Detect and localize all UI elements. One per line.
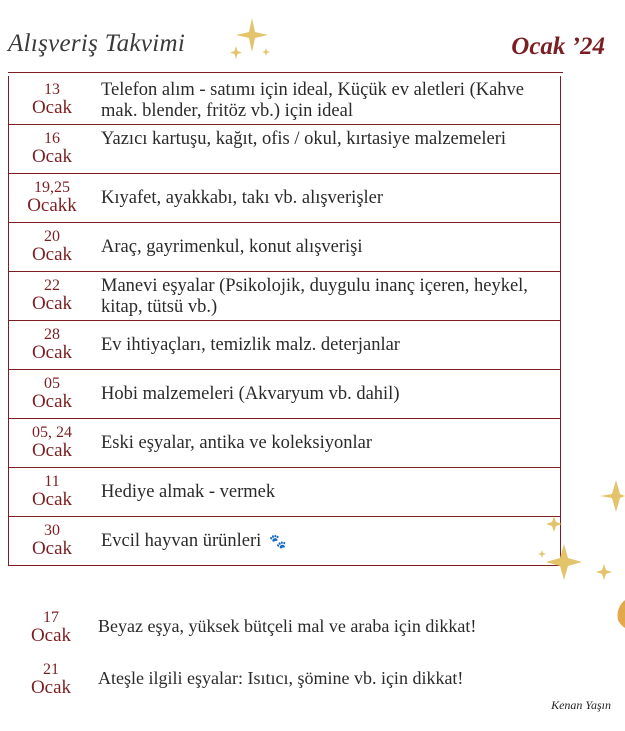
table-row [8,272,561,321]
date-cell [9,76,95,124]
date-cell [9,321,95,369]
header-divider [8,72,563,73]
row-description: Hediye almak - vermek [101,482,276,502]
row-description: Ev ihtiyaçları, temizlik malz. deterjanlar [101,335,400,355]
page-title: Alışveriş Takvimi [8,30,186,57]
date-month: Ocak [31,244,73,265]
date-day: 05 [44,375,60,392]
decorative-stars-icon [538,480,625,630]
date-day: 11 [44,473,60,490]
warning-row [8,604,568,656]
table-row [8,223,561,272]
date-cell [9,174,95,222]
date-month: Ocak [30,625,72,646]
signature: Kenan Yaşın [551,698,611,712]
table-row [8,174,561,223]
month-label: Ocak ’24 [511,33,605,60]
date-cell [8,656,94,708]
date-cell [9,419,95,467]
row-description: Kıyafet, ayakkabı, takı vb. alışverişler [101,188,384,208]
date-day: 22 [44,277,60,294]
date-month: Ocak [31,97,73,118]
date-month: Ocak [31,489,73,510]
row-description-text: Evcil hayvan ürünleri [101,531,262,551]
date-cell [9,517,95,565]
date-cell [9,223,95,271]
warning-row [8,656,568,708]
date-cell [9,125,95,173]
date-cell [9,468,95,516]
row-description: Araç, gayrimenkul, konut alışverişi [101,237,363,257]
date-month: Ocak [30,677,72,698]
calendar-table [8,76,561,566]
paw-print-icon: 🐾 [269,535,287,550]
date-cell [8,604,94,656]
date-day: 16 [44,130,60,147]
date-day: 20 [44,228,60,245]
table-row [8,321,561,370]
date-month: Ocak [31,146,73,167]
row-description: Yazıcı kartuşu, kağıt, ofis / okul, kırtasiye malzemeleri [101,129,507,149]
table-row [8,468,561,517]
table-row [8,76,561,125]
date-month: Ocakk [27,195,77,216]
date-month: Ocak [31,391,73,412]
date-month: Ocak [31,293,73,314]
date-month: Ocak [31,440,73,461]
row-description: Manevi eşyalar (Psikolojik, duygulu inanç içeren, heykel, kitap, tütsü vb.) [101,276,528,317]
row-description: Telefon alım - satımı için ideal, Küçük ev aletleri (Kahve mak. blender, fritöz vb.) için ideal [101,80,525,121]
date-day: 17 [43,609,59,626]
date-day: 05, 24 [32,424,72,441]
sparkle-stars-icon [228,16,274,60]
date-day: 28 [44,326,60,343]
date-day: 13 [44,81,60,98]
row-description: Hobi malzemeleri (Akvaryum vb. dahil) [101,384,400,404]
row-description [101,531,554,553]
date-cell [9,272,95,320]
warning-description: Ateşle ilgili eşyalar: Isıtıcı, şömine vb. için dikkat! [98,668,464,688]
date-month: Ocak [31,342,73,363]
warning-description: Beyaz eşya, yüksek bütçeli mal ve araba için dikkat! [98,616,477,636]
date-day: 19,25 [34,179,70,196]
date-month: Ocak [31,538,73,559]
table-row [8,125,561,174]
table-row [8,419,561,468]
row-description: Eski eşyalar, antika ve koleksiyonlar [101,433,373,453]
table-row [8,370,561,419]
date-day: 21 [43,661,59,678]
date-cell [9,370,95,418]
table-row [8,517,561,566]
date-day: 30 [44,522,60,539]
